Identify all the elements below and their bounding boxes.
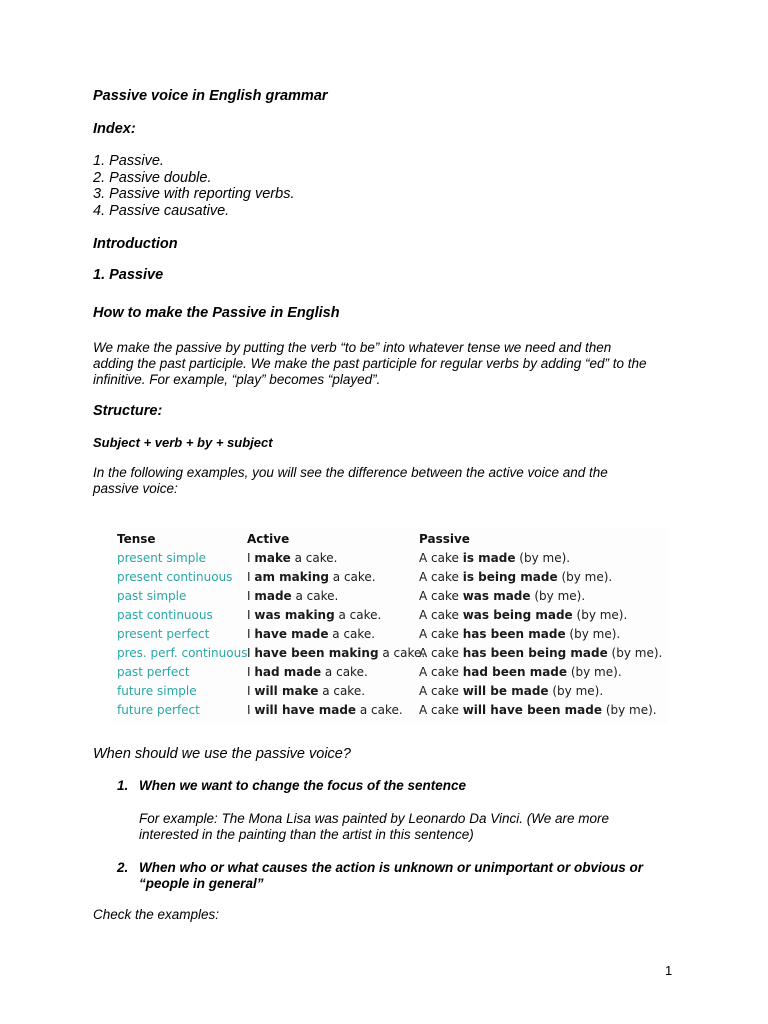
active-text: a cake. — [328, 627, 376, 641]
how-to-paragraph: We make the passive by putting the verb “to be” into whatever tense we need and then adding the past participle. We make the past participle for regular verbs by adding “ed” to the infinitive. For example, “play” becomes “played”. — [93, 340, 647, 387]
when-heading: When should we use the passive voice? — [93, 746, 351, 762]
index-item: 4. Passive causative. — [93, 202, 230, 219]
active-text: a cake. — [328, 570, 376, 584]
use-title: When who or what causes the action is unknown or unimportant or obvious or “people in general” — [139, 860, 644, 891]
passive-cell — [419, 589, 585, 603]
passive-text: A cake — [419, 646, 463, 660]
active-verb: will make — [254, 684, 319, 698]
active-text: I — [247, 665, 255, 679]
passive-verb: will have been made — [462, 703, 603, 717]
passive-cell — [419, 608, 627, 622]
table-row — [110, 570, 668, 589]
passive-cell — [419, 646, 662, 660]
table-header-row — [110, 532, 668, 551]
list-number: 2. — [117, 860, 129, 875]
active-verb: was making — [254, 608, 335, 622]
passive-verb: is being made — [462, 570, 558, 584]
tense-cell: pres. perf. continuous — [117, 646, 248, 660]
active-verb: will have made — [254, 703, 357, 717]
passive-text: (by me). — [530, 589, 586, 603]
index-item: 3. Passive with reporting verbs. — [93, 186, 295, 203]
active-cell — [247, 551, 337, 565]
use-title: When we want to change the focus of the sentence — [139, 778, 467, 793]
active-cell — [247, 589, 338, 603]
active-verb: am making — [254, 570, 329, 584]
passive-cell — [419, 665, 622, 679]
active-verb: made — [254, 589, 292, 603]
passive-cell — [419, 703, 657, 717]
active-text: a cake. — [321, 665, 368, 679]
active-verb: have made — [254, 627, 329, 641]
passive-text: A cake — [419, 703, 463, 717]
active-text: I — [247, 646, 255, 660]
passive-text: A cake — [419, 627, 463, 641]
active-text: I — [247, 684, 255, 698]
passive-cell — [419, 570, 612, 584]
active-verb: make — [254, 551, 291, 565]
structure-formula: Subject + verb + by + subject — [93, 435, 273, 450]
passive-text: (by me). — [515, 551, 571, 565]
active-cell — [247, 684, 365, 698]
passive-text: (by me). — [548, 684, 604, 698]
table-row — [110, 551, 668, 570]
table-row — [110, 703, 668, 722]
header-passive: Passive — [419, 532, 470, 546]
table-row — [110, 646, 668, 665]
tense-cell: present simple — [117, 551, 207, 565]
index-item: 1. Passive. — [93, 153, 164, 169]
active-text: I — [247, 627, 255, 641]
active-text: a cake. — [290, 551, 338, 565]
tense-cell: future perfect — [117, 703, 200, 717]
passive-cell — [419, 684, 603, 698]
passive-text: A cake — [419, 570, 463, 584]
active-cell — [247, 627, 375, 641]
use-example: For example: The Mona Lisa was painted by Leonardo Da Vinci. (We are more interested in the painting than the artist in this sentence) — [139, 811, 609, 842]
table-row — [110, 665, 668, 684]
tense-cell: present continuous — [117, 570, 233, 584]
passive-text: (by me). — [567, 665, 622, 679]
active-text: a cake. — [318, 684, 366, 698]
tense-cell: past continuous — [117, 608, 213, 622]
active-cell — [247, 703, 403, 717]
section-heading-passive: 1. Passive — [93, 267, 164, 283]
active-text: I — [247, 608, 255, 622]
passive-text: A cake — [419, 551, 463, 565]
passive-verb: is made — [462, 551, 516, 565]
passive-verb: has been being made — [462, 646, 608, 660]
active-verb: had made — [254, 665, 322, 679]
tense-table — [110, 528, 668, 724]
structure-heading: Structure: — [93, 403, 163, 419]
passive-verb: was made — [462, 589, 531, 603]
passive-cell — [419, 551, 570, 565]
list-number: 1. — [117, 778, 129, 793]
active-cell — [247, 570, 376, 584]
tense-cell: present perfect — [117, 627, 210, 641]
table-row — [110, 589, 668, 608]
active-text: I — [247, 570, 255, 584]
examples-intro: In the following examples, you will see the difference between the active voice and the passive voice: — [93, 465, 608, 496]
header-active: Active — [247, 532, 290, 546]
passive-verb: will be made — [462, 684, 549, 698]
active-cell — [247, 646, 425, 660]
page-number: 1 — [665, 963, 673, 978]
active-text: a cake. — [291, 589, 339, 603]
active-text: a cake. — [356, 703, 403, 717]
table-row — [110, 608, 668, 627]
tense-cell: past simple — [117, 589, 187, 603]
tense-cell: past perfect — [117, 665, 190, 679]
passive-text: A cake — [419, 589, 463, 603]
passive-text: A cake — [419, 608, 463, 622]
document-title: Passive voice in English grammar — [93, 88, 328, 104]
passive-text: (by me). — [607, 646, 663, 660]
active-text: a cake. — [378, 646, 426, 660]
passive-text: A cake — [419, 684, 463, 698]
active-text: a cake. — [334, 608, 382, 622]
check-examples: Check the examples: — [93, 907, 220, 922]
passive-text: A cake — [419, 665, 463, 679]
index-heading: Index: — [93, 121, 136, 137]
passive-verb: was being made — [462, 608, 573, 622]
active-verb: have been making — [254, 646, 379, 660]
passive-verb: has been made — [462, 627, 566, 641]
how-to-heading: How to make the Passive in English — [93, 305, 340, 321]
active-text: I — [247, 703, 255, 717]
active-cell — [247, 665, 368, 679]
passive-cell — [419, 627, 620, 641]
passive-verb: had been made — [462, 665, 568, 679]
passive-text: (by me). — [565, 627, 621, 641]
introduction-heading: Introduction — [93, 236, 178, 252]
passive-text: (by me). — [572, 608, 628, 622]
active-text: I — [247, 589, 255, 603]
tense-cell: future simple — [117, 684, 197, 698]
index-item: 2. Passive double. — [93, 169, 212, 186]
passive-text: (by me). — [602, 703, 657, 717]
index-list — [93, 153, 294, 219]
active-cell — [247, 608, 381, 622]
table-row — [110, 627, 668, 646]
active-text: I — [247, 551, 255, 565]
header-tense: Tense — [117, 532, 156, 546]
table-row — [110, 684, 668, 703]
passive-text: (by me). — [557, 570, 613, 584]
